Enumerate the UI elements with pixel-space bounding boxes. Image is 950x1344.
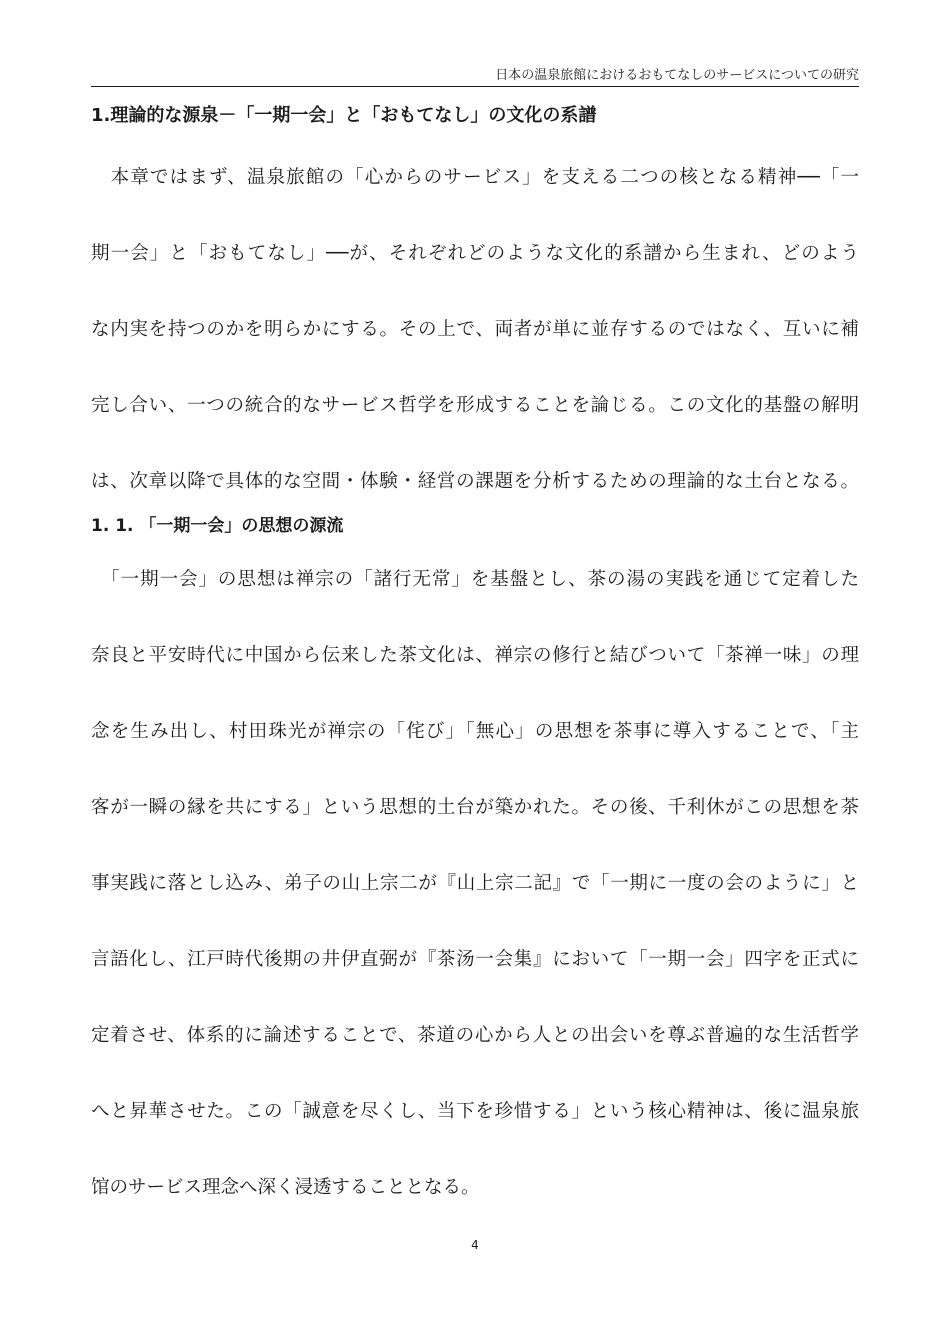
paragraph-line: 念を生み出し、村田珠光が禅宗の「侘び」「無心」の思想を茶事に導入することで、「主 xyxy=(91,721,859,742)
paragraph-line: 定着させ、体系的に論述することで、茶道の心から人との出会いを尊ぶ普遍的な生活哲学 xyxy=(91,1025,859,1046)
running-header: 日本の温泉旅館におけるおもてなしのサービスについての研究 xyxy=(91,66,859,87)
paragraph-line: 客が一瞬の縁を共にする」という思想的土台が築かれた。その後、千利休がこの思想を茶 xyxy=(91,797,859,818)
paragraph-line: 本章ではまず、温泉旅館の「心からのサービス」を支える二つの核となる精神──「一 xyxy=(91,167,859,188)
paragraph-line: 完し合い、一つの統合的なサービス哲学を形成することを論じる。この文化的基盤の解明 xyxy=(91,395,859,416)
section-heading: 1.理論的な源泉－「一期一会」と「おもてなし」の文化の系譜 xyxy=(91,105,597,126)
paragraph-line: は、次章以降で具体的な空間・体験・経営の課題を分析するための理論的な土台となる。 xyxy=(91,471,859,492)
subsection-heading: 1. 1. 「一期一会」の思想の源流 xyxy=(91,516,344,536)
subsection-paragraph xyxy=(91,542,859,1226)
page-number: 4 xyxy=(471,1238,479,1252)
paragraph-line: 事実践に落とし込み、弟子の山上宗二が『山上宗二記』で「一期に一度の会のように」と xyxy=(91,873,859,894)
paragraph-line: へと昇華させた。この「誠意を尽くし、当下を珍惜する」という核心精神は、後に温泉旅 xyxy=(91,1101,859,1122)
paragraph-line: 期一会」と「おもてなし」──が、それぞれどのような文化的系譜から生まれ、どのよう xyxy=(91,243,859,264)
paragraph-line: 馆のサービス理念へ深く浸透することとなる。 xyxy=(91,1177,480,1198)
paragraph-line: な内実を持つのかを明らかにする。その上で、両者が単に並存するのではなく、互いに補 xyxy=(91,319,859,340)
paragraph-line: 言語化し、江戸時代後期の井伊直弼が『茶汤一会集』において「一期一会」四字を正式に xyxy=(91,949,859,970)
paragraph-line: 「一期一会」の思想は禅宗の「諸行无常」を基盤とし、茶の湯の実践を通じて定着した xyxy=(91,569,859,590)
document-body xyxy=(91,100,859,1226)
paragraph-line: 奈良と平安時代に中国から伝来した茶文化は、禅宗の修行と結びついて「茶禅一味」の理 xyxy=(91,645,859,666)
section-paragraph xyxy=(91,140,859,520)
